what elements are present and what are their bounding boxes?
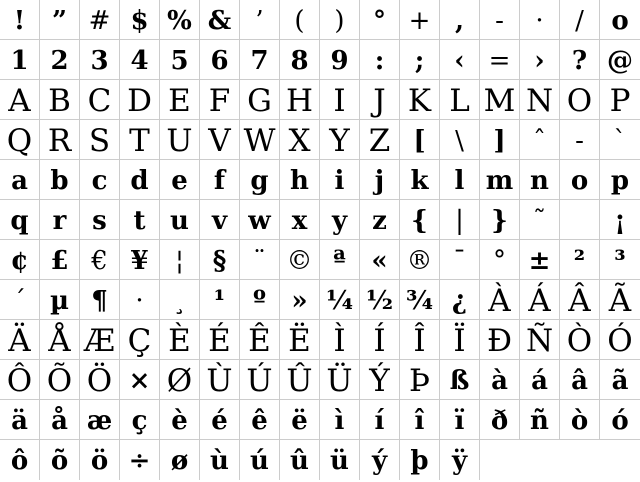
glyph-cell[interactable]: › — [520, 40, 560, 80]
glyph-cell[interactable]: ¿ — [440, 280, 480, 320]
glyph-cell[interactable]: Ó — [600, 320, 640, 360]
glyph-cell[interactable]: # — [80, 0, 120, 40]
glyph-cell[interactable]: 6 — [200, 40, 240, 80]
glyph-cell[interactable]: Ã — [600, 280, 640, 320]
glyph-cell[interactable]: ! — [0, 0, 40, 40]
glyph-cell[interactable]: ÿ — [440, 440, 480, 480]
glyph-cell[interactable]: Q — [0, 120, 40, 160]
glyph-cell[interactable]: n — [520, 160, 560, 200]
glyph-cell[interactable]: A — [0, 80, 40, 120]
glyph-cell[interactable]: v — [200, 200, 240, 240]
glyph-cell[interactable]: l — [440, 160, 480, 200]
glyph-cell[interactable]: € — [80, 240, 120, 280]
glyph-cell[interactable]: | — [440, 200, 480, 240]
glyph-cell[interactable]: ¢ — [0, 240, 40, 280]
glyph-cell[interactable]: P — [600, 80, 640, 120]
glyph-cell[interactable]: Ì — [320, 320, 360, 360]
glyph-cell[interactable]: ‹ — [440, 40, 480, 80]
empty-area — [520, 440, 560, 480]
glyph-cell[interactable]: Õ — [40, 360, 80, 400]
glyph-cell[interactable]: o — [560, 160, 600, 200]
glyph-cell[interactable]: ß — [440, 360, 480, 400]
glyph-cell[interactable]: ç — [120, 400, 160, 440]
glyph-cell[interactable]: e — [160, 160, 200, 200]
glyph-cell[interactable]: Ë — [280, 320, 320, 360]
glyph-cell[interactable]: ÷ — [120, 440, 160, 480]
glyph-cell[interactable]: ª — [320, 240, 360, 280]
glyph-cell[interactable]: % — [160, 0, 200, 40]
glyph-cell[interactable]: ù — [200, 440, 240, 480]
glyph-cell[interactable]: × — [120, 360, 160, 400]
glyph-cell[interactable]: ² — [560, 240, 600, 280]
glyph-cell[interactable]: ° — [480, 240, 520, 280]
glyph-cell[interactable]: U — [160, 120, 200, 160]
glyph-cell[interactable]: , — [440, 0, 480, 40]
glyph-cell[interactable]: é — [200, 400, 240, 440]
glyph-cell[interactable]: ± — [520, 240, 560, 280]
glyph-cell[interactable]: u — [160, 200, 200, 240]
glyph-cell[interactable]: w — [240, 200, 280, 240]
glyph-cell[interactable]: ä — [0, 400, 40, 440]
glyph-cell[interactable]: ¯ — [440, 240, 480, 280]
glyph-cell[interactable]: $ — [120, 0, 160, 40]
glyph-cell[interactable]: c — [80, 160, 120, 200]
glyph-cell[interactable]: J — [360, 80, 400, 120]
glyph-cell[interactable]: Ú — [240, 360, 280, 400]
glyph-cell[interactable]: o — [600, 0, 640, 40]
glyph-cell[interactable]: T — [120, 120, 160, 160]
glyph-cell[interactable]: K — [400, 80, 440, 120]
glyph-cell[interactable]: M — [480, 80, 520, 120]
glyph-cell[interactable]: S — [80, 120, 120, 160]
glyph-cell[interactable]: } — [480, 200, 520, 240]
glyph-cell[interactable]: & — [200, 0, 240, 40]
glyph-cell[interactable]: Ñ — [520, 320, 560, 360]
glyph-cell[interactable]: 2 — [40, 40, 80, 80]
empty-area — [560, 440, 600, 480]
glyph-cell[interactable]: Ù — [200, 360, 240, 400]
glyph-cell[interactable]: ö — [80, 440, 120, 480]
glyph-cell[interactable]: Î — [400, 320, 440, 360]
glyph-cell[interactable]: æ — [80, 400, 120, 440]
glyph-cell[interactable]: j — [360, 160, 400, 200]
glyph-cell[interactable]: 1 — [0, 40, 40, 80]
glyph-cell[interactable]: Ô — [0, 360, 40, 400]
glyph-cell[interactable]: ¦ — [160, 240, 200, 280]
glyph-cell[interactable]: ¨ — [240, 240, 280, 280]
glyph-cell[interactable]: ú — [240, 440, 280, 480]
glyph-cell[interactable]: [ — [400, 120, 440, 160]
glyph-cell[interactable]: è — [160, 400, 200, 440]
glyph-cell[interactable]: Ð — [480, 320, 520, 360]
glyph-cell[interactable]: q — [0, 200, 40, 240]
glyph-cell[interactable]: ý — [360, 440, 400, 480]
glyph-cell[interactable]: V — [200, 120, 240, 160]
glyph-cell[interactable]: ˜ — [520, 200, 560, 240]
glyph-cell[interactable]: ¶ — [80, 280, 120, 320]
glyph-cell[interactable]: t — [120, 200, 160, 240]
glyph-cell[interactable]: 8 — [280, 40, 320, 80]
glyph-cell[interactable]: Û — [280, 360, 320, 400]
glyph-cell[interactable]: ? — [560, 40, 600, 80]
glyph-cell[interactable]: + — [400, 0, 440, 40]
glyph-cell[interactable]: Þ — [400, 360, 440, 400]
glyph-cell[interactable]: ¼ — [320, 280, 360, 320]
glyph-cell[interactable]: ½ — [360, 280, 400, 320]
glyph-cell[interactable]: ð — [480, 400, 520, 440]
glyph-cell[interactable]: ( — [280, 0, 320, 40]
glyph-cell[interactable]: ò — [560, 400, 600, 440]
glyph-cell[interactable]: Y — [320, 120, 360, 160]
glyph-cell[interactable]: £ — [40, 240, 80, 280]
glyph-cell[interactable]: · — [120, 280, 160, 320]
glyph-cell[interactable]: Æ — [80, 320, 120, 360]
glyph-cell[interactable]: Ø — [160, 360, 200, 400]
glyph-cell[interactable]: â — [560, 360, 600, 400]
glyph-cell[interactable]: ô — [0, 440, 40, 480]
glyph-cell[interactable]: ’ — [240, 0, 280, 40]
glyph-cell[interactable]: E — [160, 80, 200, 120]
glyph-cell[interactable]: - — [560, 120, 600, 160]
glyph-cell[interactable]: s — [80, 200, 120, 240]
glyph-cell[interactable]: C — [80, 80, 120, 120]
glyph-cell[interactable]: f — [200, 160, 240, 200]
glyph-cell[interactable]: î — [400, 400, 440, 440]
glyph-cell[interactable]: I — [320, 80, 360, 120]
glyph-cell[interactable]: ¸ — [160, 280, 200, 320]
glyph-cell[interactable]: Â — [560, 280, 600, 320]
glyph-cell[interactable]: O — [560, 80, 600, 120]
glyph-cell[interactable]: ï — [440, 400, 480, 440]
glyph-cell[interactable]: / — [560, 0, 600, 40]
glyph-cell[interactable]: ¡ — [600, 200, 640, 240]
glyph-cell[interactable]: ° — [360, 0, 400, 40]
glyph-cell[interactable]: = — [480, 40, 520, 80]
glyph-cell[interactable]: x — [280, 200, 320, 240]
glyph-cell[interactable]: ; — [400, 40, 440, 80]
glyph-cell[interactable]: É — [200, 320, 240, 360]
glyph-cell[interactable]: F — [200, 80, 240, 120]
glyph-cell[interactable]: µ — [40, 280, 80, 320]
glyph-cell[interactable]: Ç — [120, 320, 160, 360]
glyph-cell[interactable]: Ý — [360, 360, 400, 400]
glyph-cell[interactable]: L — [440, 80, 480, 120]
glyph-cell[interactable]: » — [280, 280, 320, 320]
glyph-cell[interactable]: h — [280, 160, 320, 200]
glyph-cell[interactable]: 4 — [120, 40, 160, 80]
glyph-cell[interactable]: ´ — [0, 280, 40, 320]
glyph-cell[interactable]: « — [360, 240, 400, 280]
glyph-cell[interactable]: ì — [320, 400, 360, 440]
glyph-cell[interactable]: È — [160, 320, 200, 360]
glyph-cell[interactable]: ñ — [520, 400, 560, 440]
glyph-cell[interactable]: p — [600, 160, 640, 200]
glyph-cell-blank[interactable] — [560, 200, 600, 240]
glyph-cell[interactable]: \ — [440, 120, 480, 160]
glyph-cell[interactable]: Z — [360, 120, 400, 160]
glyph-cell[interactable]: þ — [400, 440, 440, 480]
glyph-cell[interactable]: y — [320, 200, 360, 240]
glyph-cell[interactable]: - — [480, 0, 520, 40]
glyph-cell[interactable]: ] — [480, 120, 520, 160]
glyph-cell[interactable]: W — [240, 120, 280, 160]
glyph-cell[interactable]: g — [240, 160, 280, 200]
glyph-cell[interactable]: ¥ — [120, 240, 160, 280]
glyph-cell[interactable]: Í — [360, 320, 400, 360]
glyph-cell[interactable]: í — [360, 400, 400, 440]
glyph-cell[interactable]: ¹ — [200, 280, 240, 320]
glyph-cell[interactable]: º — [240, 280, 280, 320]
glyph-cell[interactable]: 7 — [240, 40, 280, 80]
glyph-cell[interactable]: ` — [600, 120, 640, 160]
glyph-cell[interactable]: ó — [600, 400, 640, 440]
glyph-cell[interactable]: d — [120, 160, 160, 200]
glyph-cell[interactable]: · — [520, 0, 560, 40]
glyph-cell[interactable]: ø — [160, 440, 200, 480]
glyph-cell[interactable]: R — [40, 120, 80, 160]
glyph-cell[interactable]: : — [360, 40, 400, 80]
glyph-cell[interactable]: r — [40, 200, 80, 240]
glyph-cell[interactable]: © — [280, 240, 320, 280]
glyph-cell[interactable]: Ê — [240, 320, 280, 360]
glyph-cell[interactable]: 3 — [80, 40, 120, 80]
glyph-cell[interactable]: Ï — [440, 320, 480, 360]
glyph-cell[interactable]: ê — [240, 400, 280, 440]
glyph-cell[interactable]: z — [360, 200, 400, 240]
glyph-cell[interactable]: ¾ — [400, 280, 440, 320]
glyph-cell[interactable]: B — [40, 80, 80, 120]
glyph-cell[interactable]: û — [280, 440, 320, 480]
glyph-cell[interactable]: ˆ — [520, 120, 560, 160]
glyph-cell[interactable]: ü — [320, 440, 360, 480]
empty-area — [600, 440, 640, 480]
empty-area — [480, 440, 520, 480]
glyph-cell[interactable]: à — [480, 360, 520, 400]
glyph-cell[interactable]: 5 — [160, 40, 200, 80]
glyph-cell[interactable]: ” — [40, 0, 80, 40]
glyph-cell[interactable]: ã — [600, 360, 640, 400]
glyph-cell[interactable]: N — [520, 80, 560, 120]
glyph-cell[interactable]: À — [480, 280, 520, 320]
glyph-cell[interactable]: ë — [280, 400, 320, 440]
glyph-cell[interactable]: § — [200, 240, 240, 280]
glyph-cell[interactable]: X — [280, 120, 320, 160]
glyph-cell[interactable]: Ò — [560, 320, 600, 360]
glyph-cell[interactable]: Å — [40, 320, 80, 360]
glyph-cell[interactable]: Ä — [0, 320, 40, 360]
glyph-cell[interactable]: ® — [400, 240, 440, 280]
glyph-cell[interactable]: G — [240, 80, 280, 120]
glyph-cell[interactable]: ³ — [600, 240, 640, 280]
glyph-cell[interactable]: m — [480, 160, 520, 200]
glyph-cell[interactable]: 9 — [320, 40, 360, 80]
glyph-cell[interactable]: { — [400, 200, 440, 240]
glyph-cell[interactable]: Ö — [80, 360, 120, 400]
glyph-cell[interactable]: Ü — [320, 360, 360, 400]
glyph-cell[interactable]: b — [40, 160, 80, 200]
glyph-cell[interactable]: D — [120, 80, 160, 120]
glyph-cell[interactable]: @ — [600, 40, 640, 80]
glyph-cell[interactable]: å — [40, 400, 80, 440]
glyph-cell[interactable]: H — [280, 80, 320, 120]
glyph-cell[interactable]: Á — [520, 280, 560, 320]
glyph-cell[interactable]: õ — [40, 440, 80, 480]
glyph-cell[interactable]: ) — [320, 0, 360, 40]
glyph-cell[interactable]: k — [400, 160, 440, 200]
glyph-cell[interactable]: á — [520, 360, 560, 400]
glyph-cell[interactable]: a — [0, 160, 40, 200]
glyph-cell[interactable]: i — [320, 160, 360, 200]
